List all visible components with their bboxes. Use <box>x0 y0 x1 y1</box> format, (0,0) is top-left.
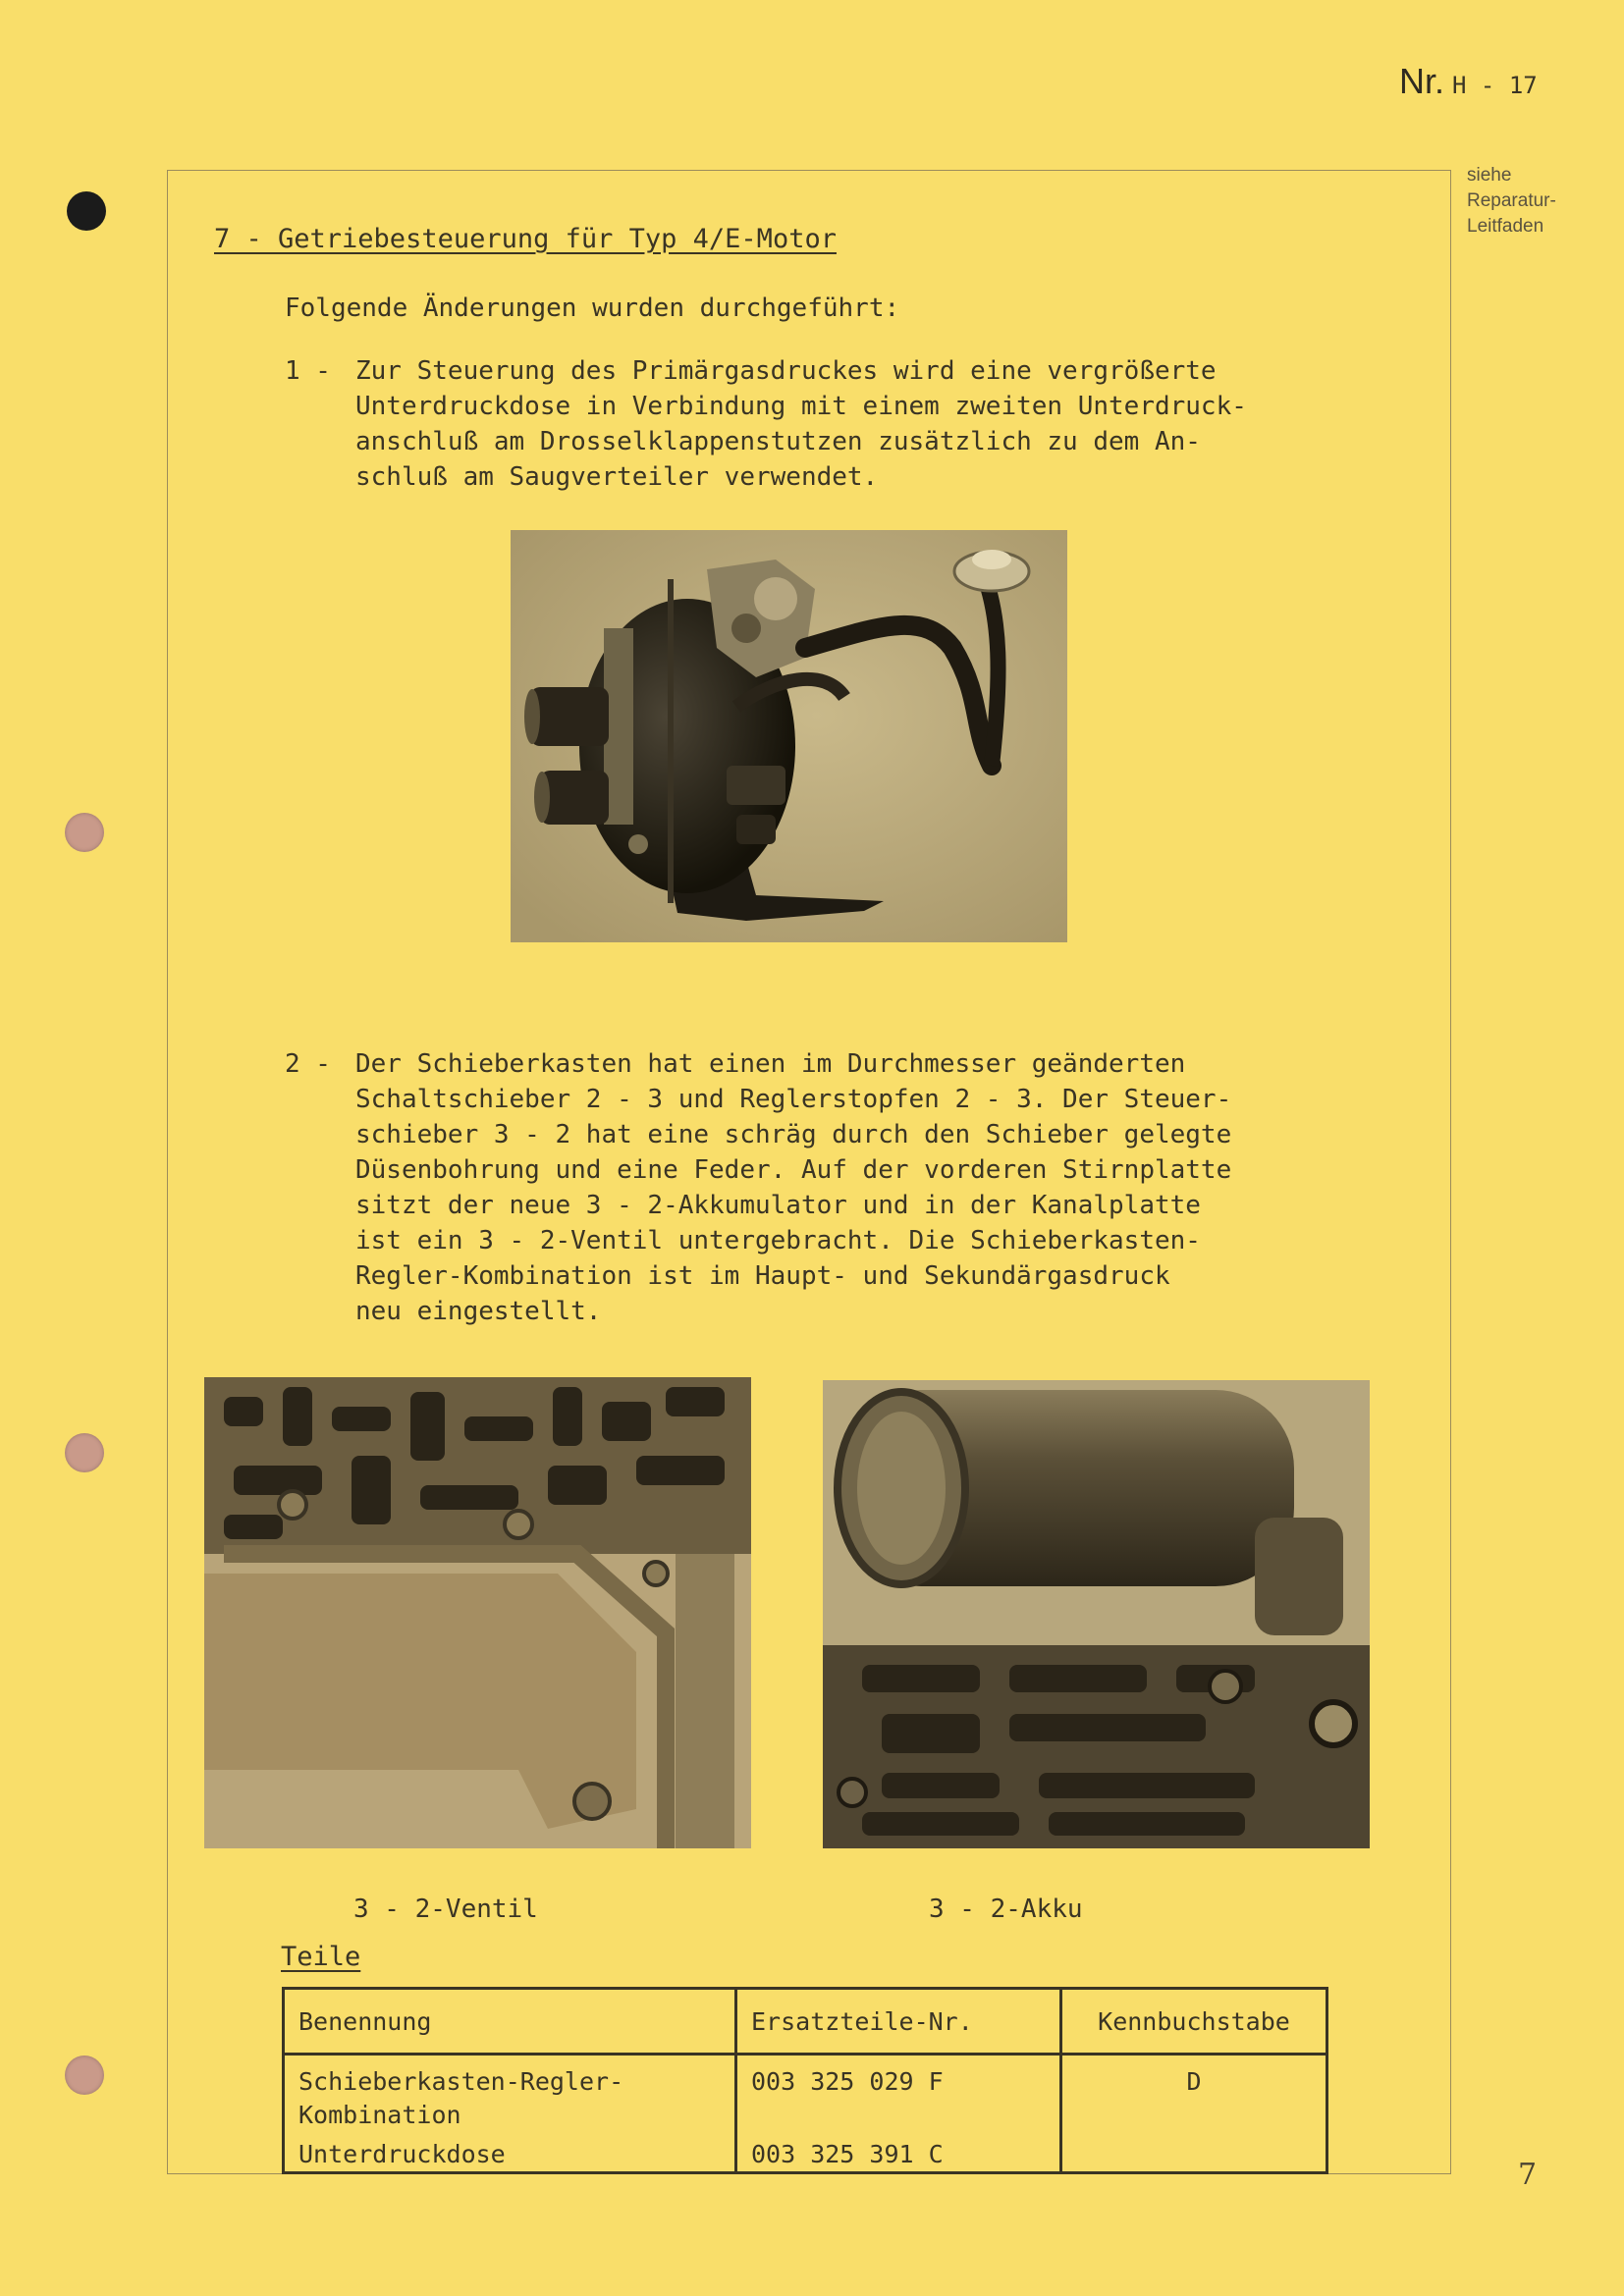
side-note-line: siehe <box>1467 165 1512 186</box>
caption-accu: 3 - 2-Akku <box>929 1895 1083 1924</box>
text-line: Zur Steuerung des Primärgasdruckes wird eine vergrößerte <box>355 356 1217 386</box>
item-2-text <box>355 1046 1231 1329</box>
photo-valve-plate <box>204 1377 751 1848</box>
side-note-line: Leitfaden <box>1467 216 1544 237</box>
parts-table <box>282 1987 1328 2174</box>
table-row <box>284 2055 1327 2173</box>
text-line: Der Schieberkasten hat einen im Durchmesser geänderten <box>355 1049 1186 1079</box>
cell-numbers <box>736 2055 1061 2173</box>
text-line: schluß am Saugverteiler verwendet. <box>355 462 879 492</box>
table-header-row <box>284 1989 1327 2055</box>
part-name-line: Kombination <box>298 2101 461 2129</box>
part-number: 003 325 391 C <box>751 2140 944 2168</box>
part-name-line: Schieberkasten-Regler- <box>298 2067 624 2096</box>
punch-hole-top <box>67 191 106 231</box>
photo-accumulator <box>823 1380 1370 1848</box>
photo-vacuum-unit <box>511 530 1067 942</box>
text-line: neu eingestellt. <box>355 1297 602 1326</box>
header-kennbuchstabe: Kennbuchstabe <box>1061 1989 1327 2055</box>
text-line: Schaltschieber 2 - 3 und Reglerstopfen 2 - 3. Der Steuer- <box>355 1085 1232 1114</box>
item-number: 2 - <box>285 1049 331 1079</box>
part-name-line: Unterdruckdose <box>298 2140 506 2168</box>
text-line: Düsenbohrung und eine Feder. Auf der vorderen Stirnplatte <box>355 1155 1232 1185</box>
text-line: Regler-Kombination ist im Haupt- und Sekundärgasdruck <box>355 1261 1170 1291</box>
part-letter: D <box>1186 2067 1202 2096</box>
document-number <box>1399 61 1538 102</box>
parts-title: Teile <box>281 1942 361 1972</box>
punch-hole-4 <box>65 2056 104 2095</box>
part-number: 003 325 029 F <box>751 2067 944 2096</box>
text-line: schieber 3 - 2 hat eine schräg durch den Schieber gelegte <box>355 1120 1232 1149</box>
side-note-line: Reparatur- <box>1467 190 1556 211</box>
text-line: anschluß am Drosselklappenstutzen zusätzlich zu dem An- <box>355 427 1201 456</box>
punch-hole-2 <box>65 813 104 852</box>
nr-label: Nr. <box>1399 61 1445 101</box>
doc-code: H - 17 <box>1452 72 1538 99</box>
intro-text: Folgende Änderungen wurden durchgeführt: <box>285 294 900 323</box>
caption-valve: 3 - 2-Ventil <box>353 1895 538 1924</box>
item-number: 1 - <box>285 356 331 386</box>
text-line: sitzt der neue 3 - 2-Akkumulator und in der Kanalplatte <box>355 1191 1201 1220</box>
section-title: 7 - Getriebesteuerung für Typ 4/E-Motor <box>214 224 837 254</box>
header-benennung: Benennung <box>284 1989 736 2055</box>
item-1-text <box>355 353 1247 495</box>
cell-letters <box>1061 2055 1327 2173</box>
text-line: Unterdruckdose in Verbindung mit einem zweiten Unterdruck- <box>355 392 1247 421</box>
text-line: ist ein 3 - 2-Ventil untergebracht. Die Schieberkasten- <box>355 1226 1201 1255</box>
page-number: 7 <box>1518 2158 1538 2192</box>
cell-names <box>284 2055 736 2173</box>
side-note <box>1467 163 1556 240</box>
header-ersatzteile-nr: Ersatzteile-Nr. <box>736 1989 1061 2055</box>
punch-hole-3 <box>65 1433 104 1472</box>
